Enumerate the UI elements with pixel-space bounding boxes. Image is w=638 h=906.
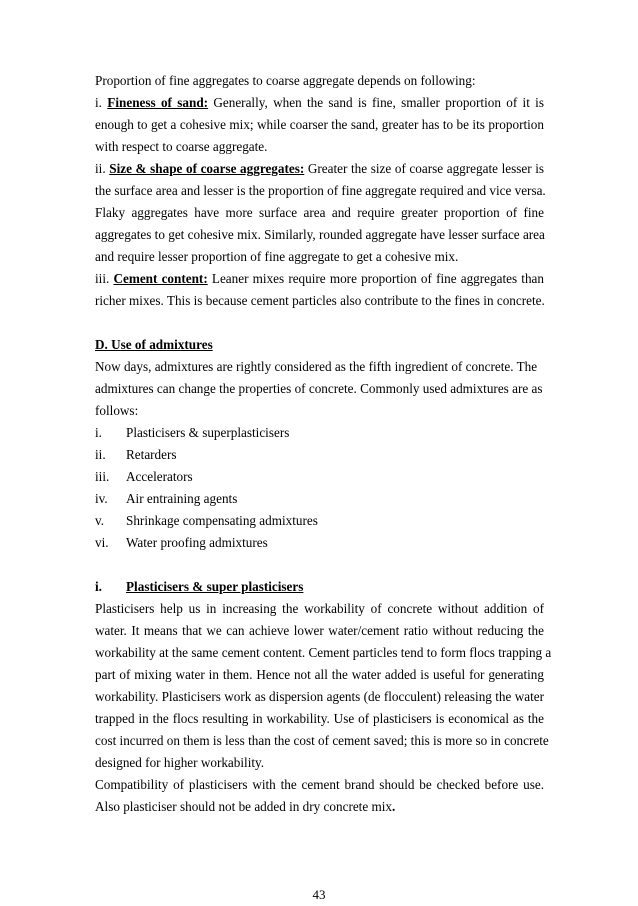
list-item: ii. Retarders	[95, 447, 177, 462]
item-cement-line-1: iii. Cement content: Leaner mixes require more proportion of fine aggregates than	[95, 271, 544, 286]
item-fineness-line-2: enough to get a cohesive mix; while coarser the sand, greater has to be its proportion	[95, 117, 544, 132]
list-item: vi. Water proofing admixtures	[95, 535, 268, 550]
plasticisers-line: workability at the same cement content. Cement particles tend to form flocs trapping a	[95, 645, 552, 660]
compatibility-line-1: Compatibility of plasticisers with the cement brand should be checked before use.	[95, 777, 544, 792]
fineness-heading: Fineness of sand:	[107, 95, 209, 110]
plasticisers-line: designed for higher workability.	[95, 755, 265, 770]
plasticisers-line: cost incurred on them is less than the cost of cement saved; this is more so in concrete	[95, 733, 549, 748]
section-d-para-line-3: follows:	[95, 403, 139, 418]
item-size-shape-line-3: Flaky aggregates have more surface area and require greater proportion of fine	[95, 205, 544, 220]
item-size-shape-line-1: ii. Size & shape of coarse aggregates: Greater the size of coarse aggregate lesser is	[95, 161, 544, 176]
page-number: 43	[312, 887, 326, 902]
section-d-para-line-2: admixtures can change the properties of concrete. Commonly used admixtures are as	[95, 381, 543, 396]
section-d-para-line-1: Now days, admixtures are rightly considered as the fifth ingredient of concrete. The	[95, 359, 538, 374]
plasticisers-line: trapped in the flocs resulting in workability. Use of plasticisers is economical as the	[95, 711, 544, 726]
plasticisers-line: Plasticisers help us in increasing the workability of concrete without addition of	[95, 601, 544, 616]
plasticisers-line: part of mixing water in them. Hence not all the water added is useful for generating	[95, 667, 544, 682]
item-size-shape-line-4: aggregates to get cohesive mix. Similarly, rounded aggregate have lesser surface area	[95, 227, 545, 242]
size-shape-heading: Size & shape of coarse aggregates:	[109, 161, 305, 176]
compatibility-line-2: Also plasticiser should not be added in dry concrete mix.	[95, 799, 396, 814]
list-item: i. Plasticisers & superplasticisers	[95, 425, 290, 440]
plasticisers-heading-line: i. Plasticisers & super plasticisers	[95, 579, 304, 594]
plasticisers-line: water. It means that we can achieve lower water/cement ratio without reducing the	[95, 623, 544, 638]
plasticisers-line: workability. Plasticisers work as dispersion agents (de flocculent) releasing the water	[95, 689, 544, 704]
item-size-shape-line-2: the surface area and lesser is the proportion of fine aggregate required and vice versa.	[95, 183, 546, 198]
plasticisers-heading: Plasticisers & super plasticisers	[126, 579, 304, 594]
item-fineness-line-1: i. Fineness of sand: Generally, when the sand is fine, smaller proportion of it is	[95, 95, 544, 110]
section-d-heading: D. Use of admixtures	[95, 337, 213, 352]
list-item: v. Shrinkage compensating admixtures	[95, 513, 318, 528]
cement-content-heading: Cement content:	[113, 271, 208, 286]
intro-line: Proportion of fine aggregates to coarse aggregate depends on following:	[95, 73, 476, 88]
item-size-shape-line-5: and require lesser proportion of fine aggregate to get a cohesive mix.	[95, 249, 459, 264]
list-item: iii. Accelerators	[95, 469, 193, 484]
item-fineness-line-3: with respect to coarse aggregate.	[95, 139, 268, 154]
item-cement-line-2: richer mixes. This is because cement particles also contribute to the fines in concrete.	[95, 293, 545, 308]
list-item: iv. Air entraining agents	[95, 491, 238, 506]
